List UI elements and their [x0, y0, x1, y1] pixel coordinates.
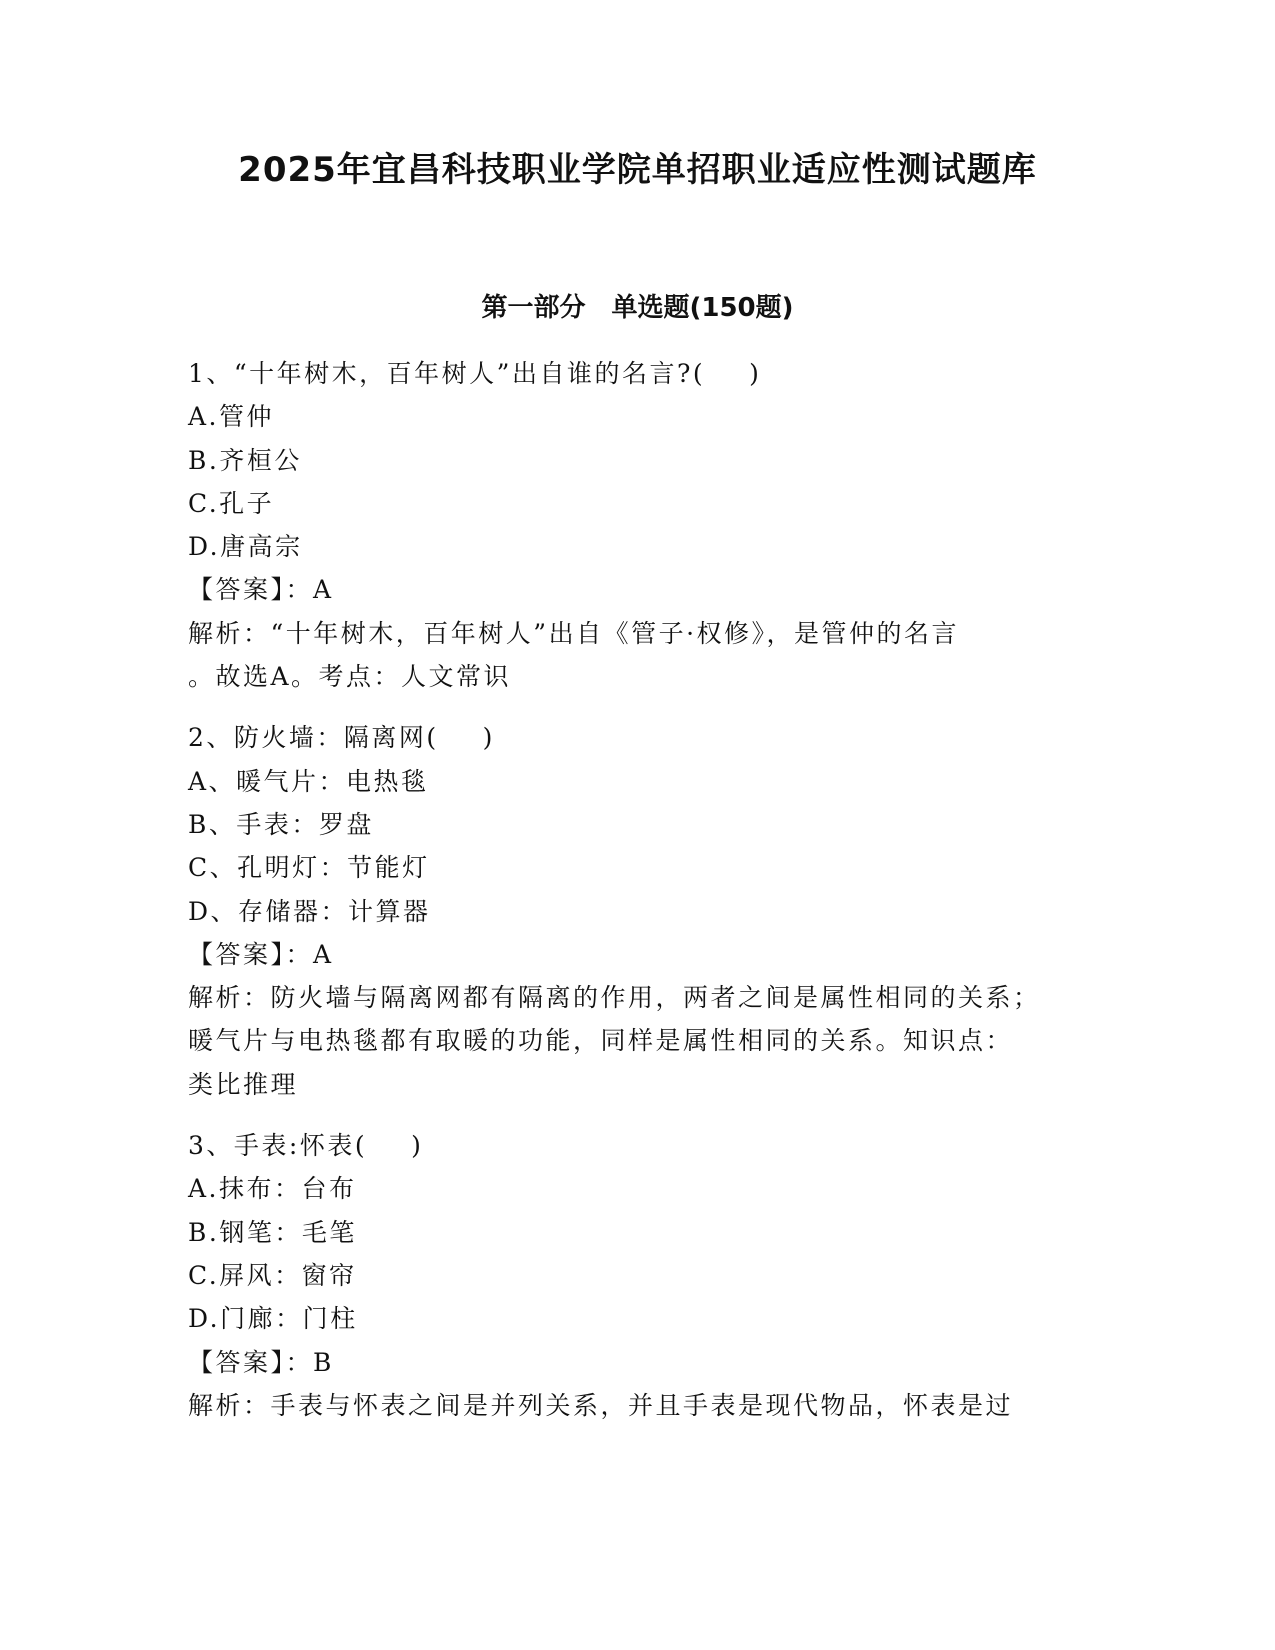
question-2: [188, 716, 1088, 1106]
question-stem: 2、防火墙：隔离网( ): [188, 723, 495, 753]
answer-line: [188, 568, 1088, 611]
analysis-line: 解析：防火墙与隔离网都有隔离的作用，两者之间是属性相同的关系；: [188, 983, 1041, 1013]
option-d: D.唐高宗: [188, 532, 303, 562]
option-a: A.管仲: [188, 402, 275, 432]
question-list: [188, 352, 1088, 1445]
answer-value: A: [313, 939, 334, 969]
option-d: D、存储器：计算器: [188, 896, 431, 926]
question-3: [188, 1124, 1088, 1427]
analysis-line: 暖气片与电热毯都有取暖的功能，同样是属性相同的关系。知识点：: [188, 1026, 1014, 1056]
answer-value: B: [313, 1347, 334, 1377]
analysis-line: 解析：“十年树木，百年树人”出自《管子·权修》，是管仲的名言: [188, 618, 960, 648]
option-a: A、暖气片：电热毯: [188, 766, 429, 796]
question-1: [188, 352, 1088, 698]
option-b: B.齐桓公: [188, 445, 302, 475]
answer-line: [188, 933, 1088, 976]
section-label: 单选题(150题): [611, 293, 794, 323]
analysis-line: 类比推理: [188, 1069, 299, 1099]
option-c: C.屏风：窗帘: [188, 1260, 357, 1290]
option-d: D.门廊：门柱: [188, 1304, 358, 1334]
section-name: 第一部分: [481, 293, 586, 323]
section-title: [0, 290, 1275, 326]
question-stem: 3、手表:怀表( ): [188, 1131, 424, 1161]
option-a: A.抹布：台布: [188, 1174, 357, 1204]
page-title: 2025年宜昌科技职业学院单招职业适应性测试题库: [238, 150, 1037, 190]
analysis-line: 解析：手表与怀表之间是并列关系，并且手表是现代物品，怀表是过: [188, 1390, 1014, 1420]
answer-label: 【答案】：: [188, 939, 314, 969]
option-c: C、孔明灯：节能灯: [188, 853, 430, 883]
question-stem: 1、“十年树木，百年树人”出自谁的名言?( ): [188, 359, 762, 388]
answer-value: A: [313, 575, 334, 605]
answer-label: 【答案】：: [188, 1347, 314, 1377]
answer-label: 【答案】：: [188, 575, 314, 605]
answer-line: [188, 1341, 1088, 1384]
analysis-line: 。故选A。考点：人文常识: [188, 662, 512, 692]
option-b: B.钢笔：毛笔: [188, 1217, 357, 1247]
option-b: B、手表：罗盘: [188, 809, 374, 839]
option-c: C.孔子: [188, 488, 275, 518]
